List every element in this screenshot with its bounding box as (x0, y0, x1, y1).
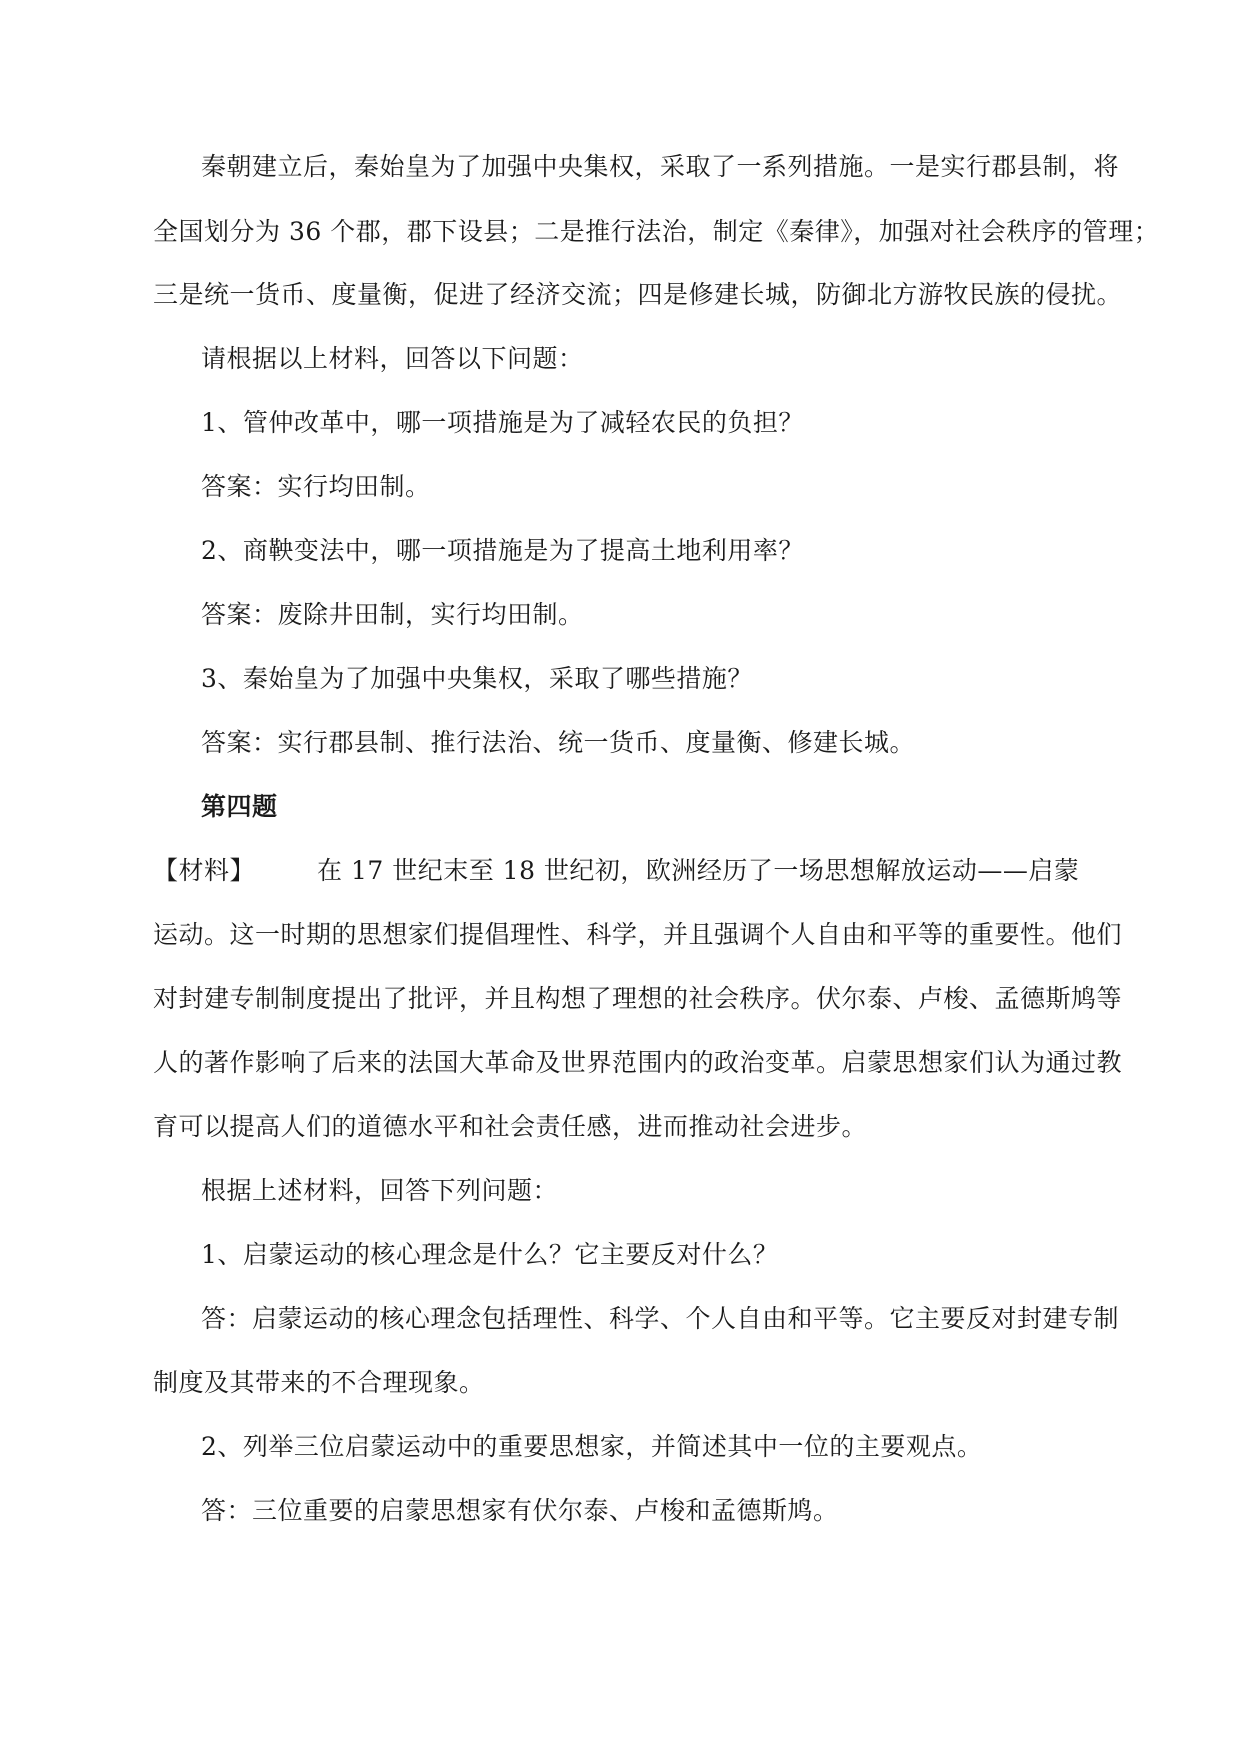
question-prompt: 根据上述材料，回答下列问题： (201, 1176, 559, 1205)
answer-item: 答案：实行均田制。 (201, 472, 431, 501)
answer-item-continued: 制度及其带来的不合理现象。 (153, 1368, 485, 1397)
material-text: 在 17 世纪末至 18 世纪初，欧洲经历了一场思想解放运动——启蒙 (317, 856, 1080, 885)
question-item: 1、管仲改革中，哪一项措施是为了减轻农民的负担？ (201, 408, 804, 437)
passage-line: 运动。这一时期的思想家们提倡理性、科学，并且强调个人自由和平等的重要性。他们 (153, 920, 1123, 949)
material-tag: 【材料】 (153, 856, 256, 885)
material-line (153, 854, 1093, 888)
passage-line: 对封建专制制度提出了批评，并且构想了理想的社会秩序。伏尔泰、卢梭、孟德斯鸠等 (153, 984, 1123, 1013)
passage-line: 人的著作影响了后来的法国大革命及世界范围内的政治变革。启蒙思想家们认为通过教 (153, 1048, 1123, 1077)
answer-item: 答案：废除井田制，实行均田制。 (201, 600, 584, 629)
question-item: 3、秦始皇为了加强中央集权，采取了哪些措施？ (201, 664, 753, 693)
passage-line: 秦朝建立后，秦始皇为了加强中央集权，采取了一系列措施。一是实行郡县制，将 (201, 152, 1120, 181)
answer-item: 答：三位重要的启蒙思想家有伏尔泰、卢梭和孟德斯鸠。 (201, 1496, 839, 1525)
question-prompt: 请根据以上材料，回答以下问题： (201, 344, 584, 373)
answer-item: 答案：实行郡县制、推行法治、统一货币、度量衡、修建长城。 (201, 728, 916, 757)
passage-line: 全国划分为 36 个郡，郡下设县；二是推行法治，制定《秦律》，加强对社会秩序的管理； (153, 217, 1160, 246)
section-heading: 第四题 (201, 792, 278, 821)
question-item: 2、列举三位启蒙运动中的重要思想家，并简述其中一位的主要观点。 (201, 1432, 983, 1461)
question-item: 2、商鞅变法中，哪一项措施是为了提高土地利用率？ (201, 536, 804, 565)
question-item: 1、启蒙运动的核心理念是什么？它主要反对什么？ (201, 1240, 779, 1269)
answer-item: 答：启蒙运动的核心理念包括理性、科学、个人自由和平等。它主要反对封建专制 (201, 1304, 1120, 1333)
passage-line: 育可以提高人们的道德水平和社会责任感，进而推动社会进步。 (153, 1112, 868, 1141)
passage-line: 三是统一货币、度量衡，促进了经济交流；四是修建长城，防御北方游牧民族的侵扰。 (153, 280, 1123, 309)
